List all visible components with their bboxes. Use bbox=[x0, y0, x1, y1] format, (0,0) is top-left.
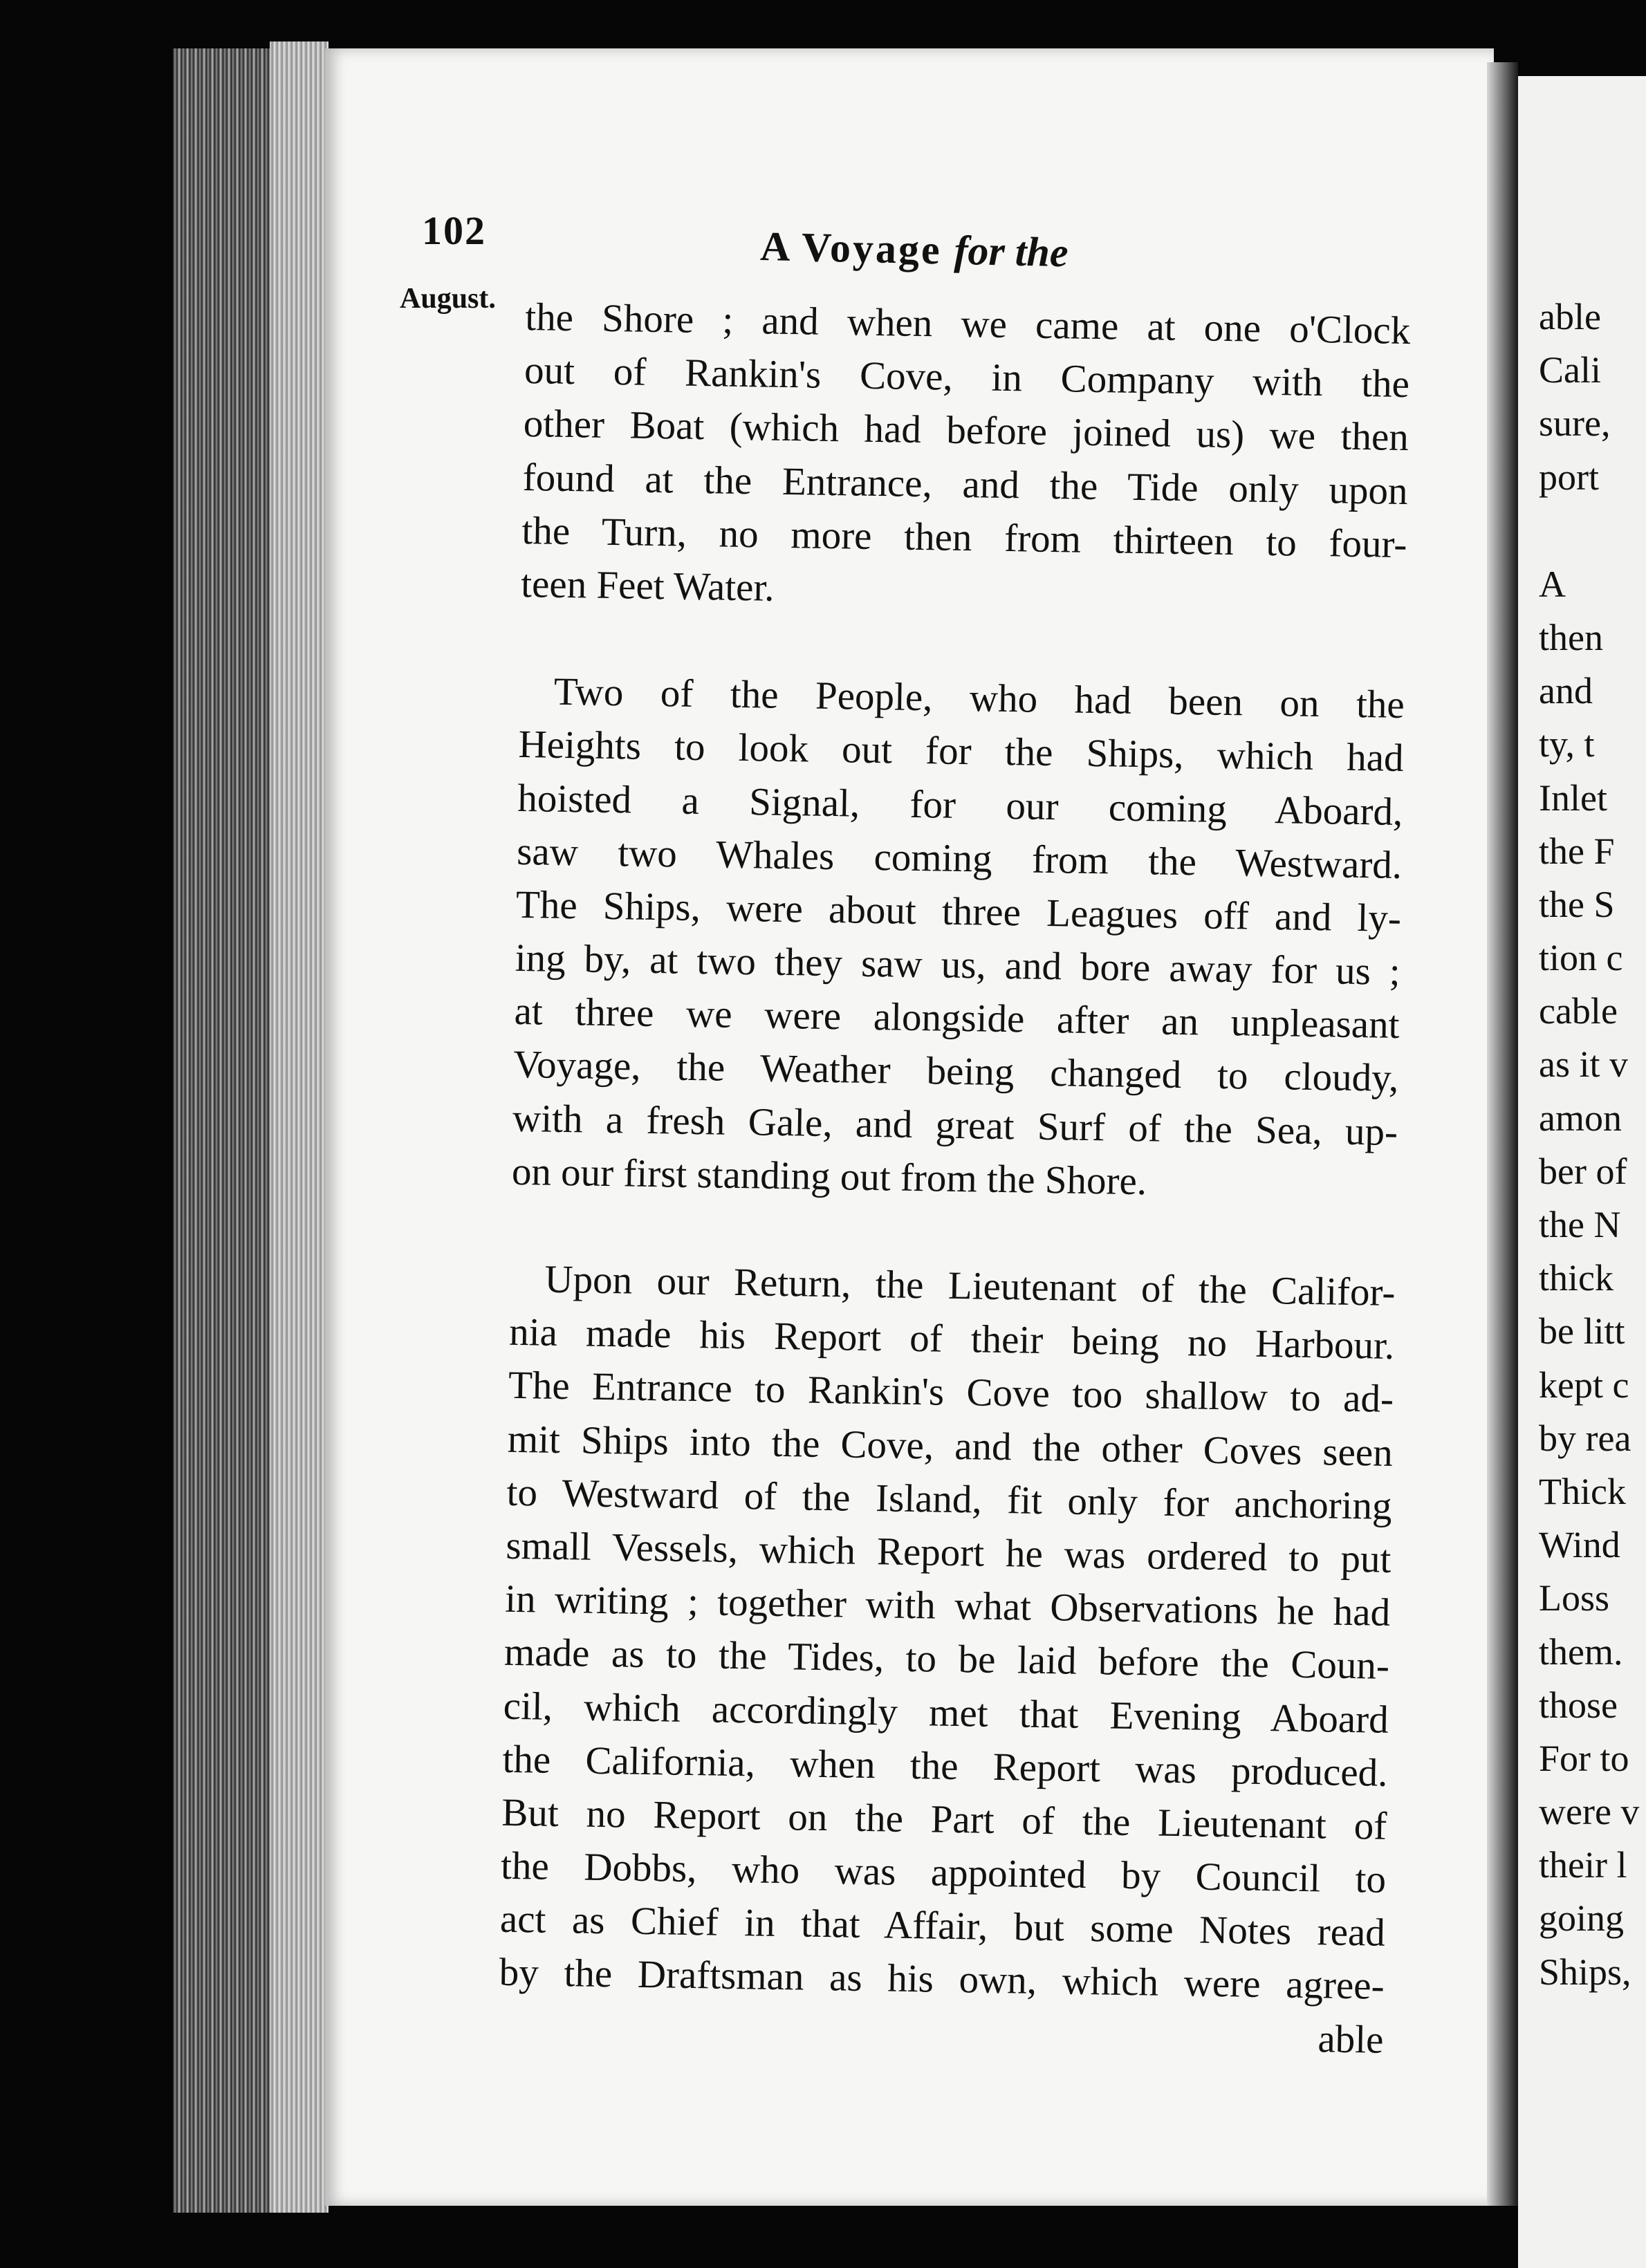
facing-page-line: ty, t bbox=[1539, 723, 1595, 765]
facing-page-line: the F bbox=[1539, 830, 1615, 872]
text-line: by the Draftsman as his own, which were agree- bbox=[499, 1951, 1385, 2009]
text-line: saw two Whales coming from the Westward. bbox=[516, 829, 1403, 887]
running-head-italic: for the bbox=[953, 227, 1069, 276]
facing-page-line: going bbox=[1539, 1897, 1625, 1940]
facing-page-line: their l bbox=[1539, 1844, 1627, 1886]
text-line: ing by, at two they saw us, and bore away for us ; bbox=[515, 936, 1401, 994]
book-page-right-fragment bbox=[1518, 76, 1646, 2268]
facing-page-line: Loss bbox=[1539, 1577, 1610, 1619]
facing-page-line: Ships, bbox=[1539, 1951, 1631, 1993]
text-line: the Dobbs, who was appointed by Council to bbox=[500, 1843, 1387, 1902]
text-line: teen Feet Water. bbox=[520, 561, 775, 610]
text-line: Upon our Return, the Lieutenant of the Califor- bbox=[544, 1257, 1396, 1314]
text-line: found at the Entrance, and the Tide only upon bbox=[522, 455, 1409, 513]
facing-page-line: and bbox=[1539, 670, 1593, 712]
facing-page-line: kept c bbox=[1539, 1364, 1629, 1406]
facing-page-line: sure, bbox=[1539, 402, 1611, 445]
text-line: on our first standing out from the Shore. bbox=[511, 1149, 1147, 1204]
margin-note: August. bbox=[400, 283, 496, 315]
facing-page-line: amon bbox=[1539, 1097, 1622, 1139]
facing-page-line: be litt bbox=[1539, 1310, 1625, 1353]
text-line: act as Chief in that Affair, but some Notes read bbox=[499, 1897, 1386, 1955]
facing-page-line: tion c bbox=[1539, 937, 1623, 979]
catchword: able bbox=[1317, 2016, 1384, 2062]
text-line: in writing ; together with what Observations he had bbox=[504, 1577, 1391, 1635]
text-line: But no Report on the Part of the Lieutenant of bbox=[501, 1790, 1387, 1848]
text-line: with a fresh Gale, and great Surf of the Sea, up- bbox=[512, 1096, 1398, 1154]
facing-page-line: A bbox=[1539, 563, 1566, 605]
facing-page-line: were v bbox=[1539, 1791, 1640, 1833]
facing-page-line: able bbox=[1539, 296, 1601, 337]
facing-page-line: Cali bbox=[1539, 349, 1601, 391]
text-line: Heights to look out for the Ships, which had bbox=[518, 723, 1405, 781]
text-line: The Entrance to Rankin's Cove too shallow to ad- bbox=[508, 1364, 1394, 1422]
page-number: 102 bbox=[422, 208, 486, 253]
text-line: cil, which accordingly met that Evening Aboard bbox=[503, 1684, 1389, 1742]
facing-page-line: the S bbox=[1539, 883, 1615, 925]
facing-page-line: Wind bbox=[1539, 1524, 1620, 1566]
text-line: small Vessels, which Report he was ordered to put bbox=[505, 1523, 1391, 1581]
text-line: the Turn, no more then from thirteen to four- bbox=[521, 508, 1407, 566]
text-line: The Ships, were about three Leagues off and ly- bbox=[515, 882, 1402, 940]
text-line: mit Ships into the Cove, and the other Coves seen bbox=[507, 1417, 1394, 1475]
facing-page-line bbox=[1518, 504, 1646, 558]
facing-page-line: port bbox=[1539, 456, 1599, 498]
text-line: Two of the People, who had been on the bbox=[553, 669, 1405, 727]
text-line: Voyage, the Weather being changed to cloudy, bbox=[512, 1043, 1399, 1101]
text-line: made as to the Tides, to be laid before the Coun- bbox=[503, 1630, 1390, 1689]
text-line: out of Rankin's Cove, in Company with the bbox=[524, 348, 1410, 407]
book-page-edges-inner bbox=[270, 41, 329, 2213]
facing-page-text bbox=[1518, 76, 1646, 1999]
facing-page-line: as it v bbox=[1539, 1043, 1628, 1086]
text-line: the Shore ; and when we came at one o'Clock bbox=[524, 295, 1411, 353]
book-gutter bbox=[1487, 62, 1518, 2206]
text-line: hoisted a Signal, for our coming Aboard, bbox=[517, 776, 1403, 834]
body-text bbox=[498, 290, 1411, 2067]
running-head-prefix: A Voyage bbox=[759, 223, 943, 273]
facing-page-line: Inlet bbox=[1539, 777, 1607, 819]
facing-page-line: cable bbox=[1539, 990, 1618, 1032]
text-line: to Westward of the Island, fit only for anchoring bbox=[506, 1470, 1393, 1528]
text-line: nia made his Report of their being no Harbour. bbox=[508, 1310, 1395, 1368]
facing-page-line: by rea bbox=[1539, 1417, 1631, 1459]
facing-page-line: the N bbox=[1539, 1204, 1621, 1245]
facing-page-line: Thick bbox=[1539, 1470, 1626, 1512]
text-line: at three we were alongside after an unpleasant bbox=[514, 989, 1400, 1048]
facing-page-line: them. bbox=[1539, 1630, 1623, 1673]
facing-page-line: ber of bbox=[1539, 1150, 1627, 1192]
facing-page-line: For to bbox=[1539, 1737, 1629, 1779]
running-head bbox=[760, 223, 1069, 277]
facing-page-line: those bbox=[1539, 1684, 1618, 1726]
text-line: other Boat (which had before joined us) we then bbox=[523, 402, 1409, 460]
text-line: the California, when the Report was produced. bbox=[502, 1737, 1388, 1795]
facing-page-line: then bbox=[1539, 616, 1603, 658]
facing-page-line: thick bbox=[1539, 1257, 1613, 1299]
